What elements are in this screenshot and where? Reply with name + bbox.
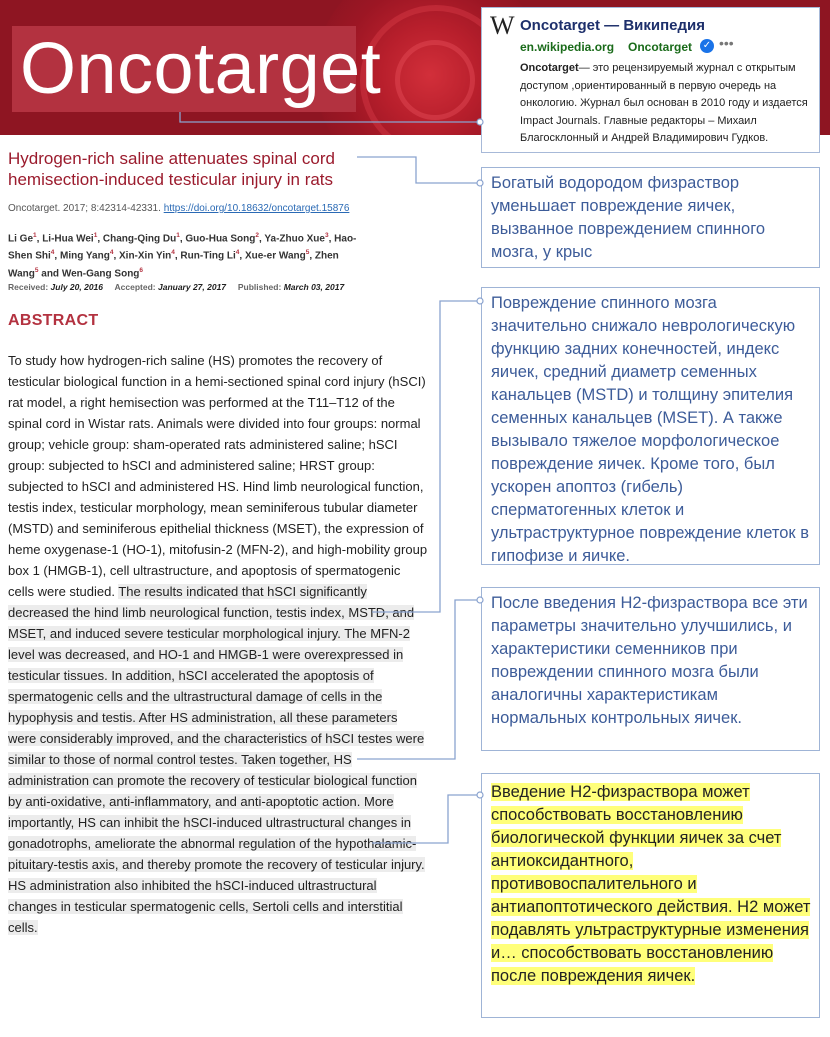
received-label: Received: [8, 282, 49, 292]
author-name: Chang-Qing Du [102, 233, 177, 245]
author-affiliation: 5 [34, 266, 39, 274]
author-name: Ming Yang [59, 250, 110, 262]
author-name: Run-Ting Li [180, 250, 236, 262]
wiki-desc-rest: — это рецензируемый журнал с открытым доступом ,ориентированный в первую очередь на онкологию. Журнал был основан в 2010 году и издается Impact Journals. Главные редакторы – Михаил Благосклонный и Андрей Владимирович Гудков. [520, 62, 808, 144]
author-affiliation: 4 [50, 249, 55, 257]
author-affiliation: 2 [255, 232, 260, 239]
note-results [481, 287, 820, 565]
doi-link[interactable]: https://doi.org/10.18632/oncotarget.15876 [163, 203, 350, 214]
note-title-translation [481, 167, 820, 268]
more-dots-icon[interactable]: ••• [719, 35, 734, 51]
abstract-part-1: To study how hydrogen-rich saline (HS) promotes the recovery of testicular biological function in a hemi-sectioned spinal cord injury (hSCI) rat model, a right hemisection was performed at the T11–T12 of the spinal cord in Wistar rats. Animals were divided into four groups: normal group; vehicle group: sham-operated rats administered saline; hSCI group: subjected to hSCI and administered saline; HRST group: subjected to hSCI and administered HS. Hind limb neurological function, testis index, testicular morphology, mean seminiferous tubular diameter (MSTD) and seminiferous epithelial thickness (MSET), the expression of heme oxygenase-1 (HO-1), mitofusin-2 (MFN-2), and high-mobility group box 1 (HMGB-1), cell ultrastructure, and apoptosis of spermatogenic cells were studied. [8, 353, 428, 599]
wiki-card-title[interactable]: Oncotarget — Википедия [520, 17, 706, 34]
wiki-desc-bold: Oncotarget [520, 62, 579, 74]
author-list: Li Ge$^1$, Li-Hua Wei$^1$, Chang-Qing Du$^1$, Guo-Hua Song$^2$, Ya-Zhuo Xue$^3$, Hao-Shen Shi$^4$, Ming Yang$^4$, Xin-Xin Yin$^4$, Run-Ting Li$^4$, Xue-er Wang$^5$, Zhen Wang$^5$ and Wen-Gang Song$^6$ [8, 232, 357, 279]
received-date: July 20, 2016 [50, 282, 104, 292]
author-name: Li Ge [8, 233, 34, 245]
note-title-text: Богатый водородом физраствор уменьшает повреждение яичек, вызванное повреждением спинного мозга, у крыс [491, 174, 766, 261]
author-name: Wen-Gang Song [61, 267, 140, 279]
author-name: Ya-Zhuo Xue [264, 233, 325, 245]
author-affiliation: 1 [33, 232, 37, 239]
author-affiliation: 1 [93, 232, 98, 239]
article-title: Hydrogen-rich saline attenuates spinal cord hemisection-induced testicular injury in rats [8, 149, 335, 189]
wiki-card-description [520, 60, 812, 148]
author-affiliation: 4 [235, 249, 240, 257]
author-affiliation: 1 [176, 232, 180, 239]
author-affiliation: 4 [109, 249, 114, 257]
author-name: Zhen Wang [8, 250, 339, 279]
note-conclusion [481, 773, 820, 1018]
wikipedia-card[interactable] [481, 7, 820, 153]
author-affiliation: 6 [139, 266, 144, 274]
accepted-label: Accepted: [114, 282, 156, 292]
abstract-part-2-highlighted: The results indicated that hSCI significantly decreased the hind limb neurological function, testis index, MSTD, and MSET, and induced severe testicular morphological injury. The MFN-2 level was decreased, and HO-1 and HMGB-1 were overexpressed in testicular tissues. In addition, hSCI accelerated the apoptosis of spermatogenic cells and the ultrastructural damage of cells in the hypophysis and testis. After HS administration, all these parameters were considerably improved, and the characteristics of hSCI testes were similar to those of normal control testes. Taken together, HS administration can promote the recovery of testicular biological function by anti-oxidative, anti-inflammatory, and anti-apoptotic action. More importantly, HS can inhibit the hSCI-induced ultrastructural changes in gonadotrophs, ameliorate the abnormal regulation of the hypothalamic-pituitary-testis axis, and thereby promote the recovery of testicular injury. HS administration also inhibited the hSCI-induced ultrastructural changes in testicular spermatogenic cells, Sertoli cells and interstitial cells. [8, 584, 425, 935]
accepted-date: January 27, 2017 [157, 282, 227, 292]
published-date: March 03, 2017 [283, 282, 345, 292]
abstract-heading: ABSTRACT [8, 312, 99, 329]
note-results-text: Повреждение спинного мозга значительно снижало неврологическую функцию задних конечностей, индекс яичек, средний диаметр семенных канальцев (MSTD) и толщину эпителия семенных канальцев (MSET). А также вызывало тяжелое морфологическое повреждение яичек. Кроме того, был ускорен апоптоз (гибель) сперматогенных клеток и ультраструктурное повреждение клеток в гипофизе и яичке. [491, 294, 809, 565]
author-affiliation: 5 [305, 249, 310, 257]
wiki-card-site: Oncotarget [628, 40, 693, 54]
connector-title [357, 157, 480, 183]
author-name: Xin-Xin Yin [119, 250, 172, 262]
check-badge-icon: ✓ [700, 39, 714, 53]
published-label: Published: [237, 282, 282, 292]
author-name: Hao-Shen Shi [8, 233, 357, 262]
citation-prefix: Oncotarget. 2017; 8:42314-42331. [8, 203, 161, 214]
note-after-hs [481, 587, 820, 751]
author-name: Guo-Hua Song [185, 233, 256, 245]
note-conclusion-text: Введение H2-физраствора может способствовать восстановлению биологической функции яичек за счет антиоксидантного, противовоспалительного и антиапоптотического действия. H2 может подавлять ультраструктурные изменения и… способствовать восстановлению после повреждения яичек. [491, 783, 811, 985]
author-name: Li-Hua Wei [42, 233, 94, 245]
article-citation [8, 203, 349, 214]
article-dates [8, 282, 344, 292]
author-name: Xue-er Wang [244, 250, 306, 262]
author-affiliation: 3 [324, 232, 329, 239]
journal-logo[interactable]: Oncotarget [20, 29, 382, 109]
abstract-text [8, 350, 428, 938]
wiki-card-url[interactable]: en.wikipedia.org [520, 40, 615, 54]
wikipedia-icon: W [490, 11, 515, 40]
author-affiliation: 4 [171, 249, 175, 257]
swirl-ring-inner [395, 40, 475, 120]
note-after-hs-text: После введения H2-физраствора все эти параметры значительно улучшились, и характеристики семенников при повреждении спинного мозга были аналогичны характеристикам нормальных контрольных яичек. [491, 594, 808, 727]
